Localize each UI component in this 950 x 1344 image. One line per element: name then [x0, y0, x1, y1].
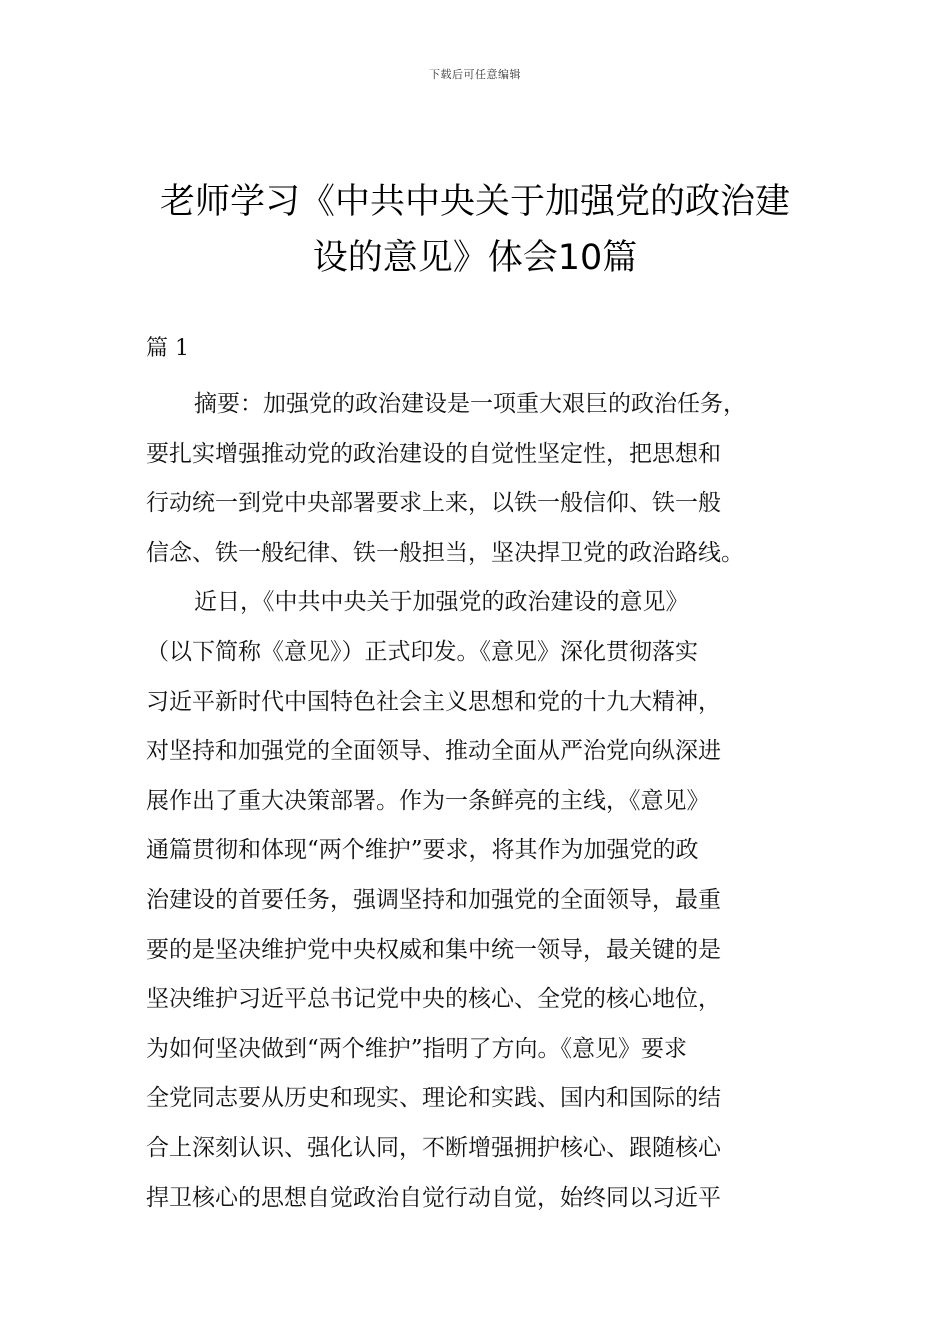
paragraph-line: 为如何坚决做到“两个维护”指明了方向。《意见》要求: [146, 1035, 688, 1062]
paragraph-line: 对坚持和加强党的全面领导、推动全面从严治党向纵深进: [146, 738, 721, 765]
paragraph-line: 摘要：加强党的政治建设是一项重大艰巨的政治任务，: [194, 391, 746, 417]
body-text: [146, 380, 810, 1223]
paragraph-line: 捍卫核心的思想自觉政治自觉行动自觉，始终同以习近平: [146, 1184, 721, 1211]
paragraph-line: （以下简称《意见》）正式印发。《意见》深化贯彻落实: [146, 638, 698, 665]
paragraph-line: 要的是坚决维护党中央权威和集中统一领导，最关键的是: [146, 936, 721, 963]
paragraph-line: 信念、铁一般纪律、铁一般担当，坚决捍卫党的政治路线。: [146, 539, 744, 566]
document-title: [120, 174, 830, 286]
section-label: 篇 1: [146, 336, 189, 361]
paragraph-line: 要扎实增强推动党的政治建设的自觉性坚定性，把思想和: [146, 440, 721, 467]
header-note: 下载后可任意编辑: [429, 68, 521, 81]
paragraph-line: 治建设的首要任务，强调坚持和加强党的全面领导，最重: [146, 886, 721, 913]
title-line-1: 老师学习《中共中央关于加强党的政治建: [159, 182, 790, 222]
paragraph-line: 合上深刻认识、强化认同，不断增强拥护核心、跟随核心: [146, 1134, 721, 1161]
paragraph-line: 行动统一到党中央部署要求上来，以铁一般信仰、铁一般: [146, 490, 721, 517]
paragraph-line: 全党同志要从历史和现实、理论和实践、国内和国际的结: [146, 1085, 721, 1112]
paragraph-line: 通篇贯彻和体现“两个维护”要求，将其作为加强党的政: [146, 837, 699, 864]
paragraph-line: 近日，《中共中央关于加强党的政治建设的意见》: [194, 589, 689, 616]
title-line-2: 设的意见》体会10篇: [312, 238, 638, 278]
paragraph-line: 习近平新时代中国特色社会主义思想和党的十九大精神，: [146, 688, 721, 715]
paragraph-line: 坚决维护习近平总书记党中央的核心、全党的核心地位，: [146, 986, 721, 1013]
paragraph-line: 展作出了重大决策部署。作为一条鲜亮的主线，《意见》: [146, 787, 710, 814]
